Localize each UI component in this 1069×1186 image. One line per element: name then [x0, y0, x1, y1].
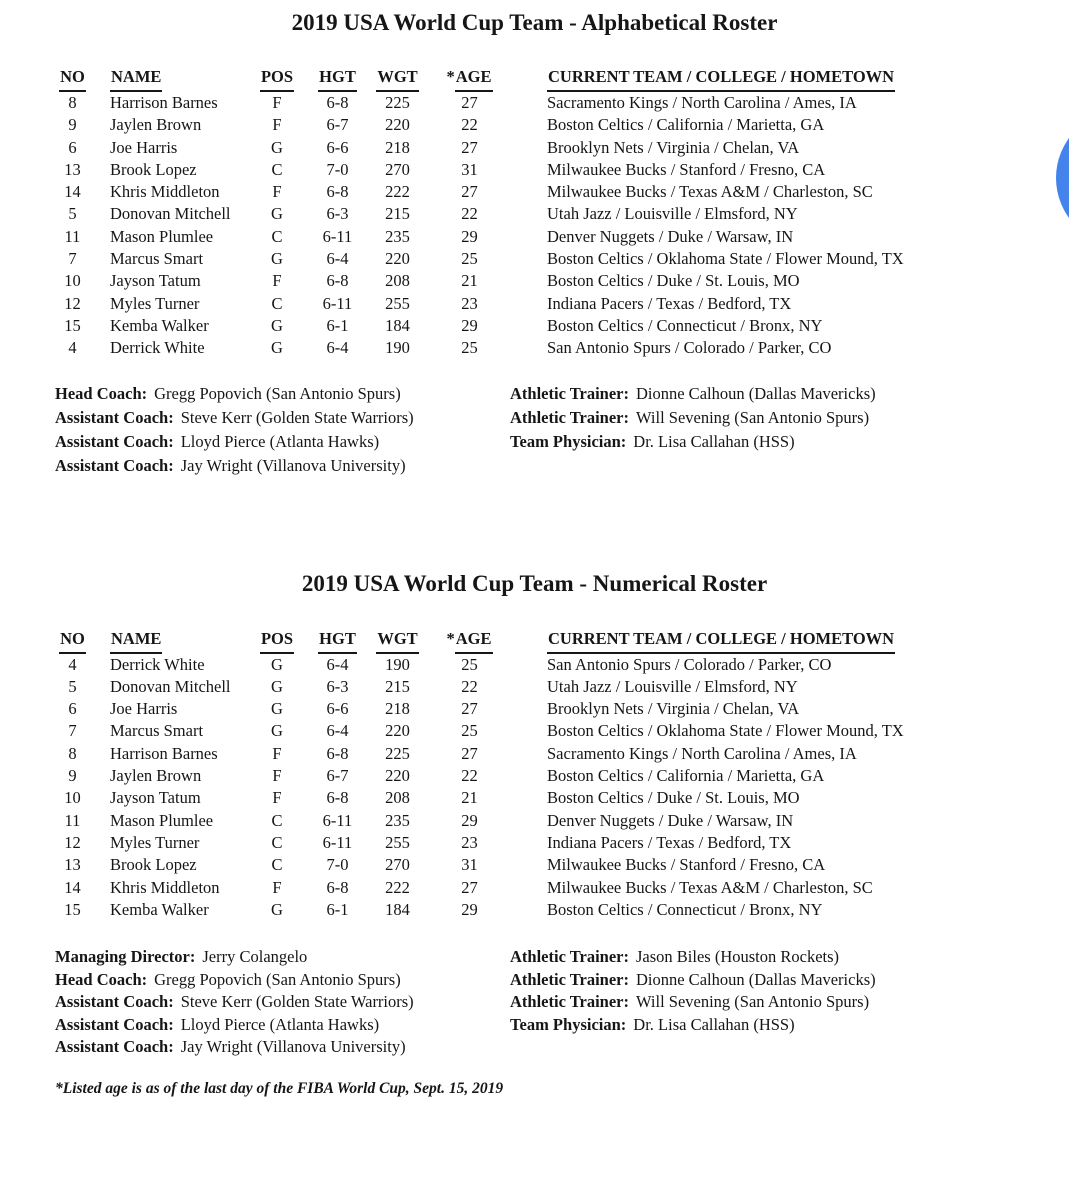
staff-line: [510, 969, 876, 992]
player-row: [55, 810, 1069, 832]
player-row: [55, 854, 1069, 876]
player-name: Donovan Mitchell: [110, 204, 231, 224]
player-height: 6-3: [326, 676, 349, 696]
staff-line: [55, 1036, 510, 1059]
player-age: 27: [461, 743, 478, 763]
age-footnote: *Listed age is as of the last day of the FIBA World Cup, Sept. 15, 2019: [55, 1079, 504, 1097]
player-position: F: [272, 271, 282, 291]
player-name: Khris Middleton: [110, 877, 220, 897]
player-position: F: [272, 766, 282, 786]
roster-header-row: [55, 64, 1069, 92]
staff-person: Gregg Popovich (San Antonio Spurs): [154, 383, 401, 403]
col-header-hgt: HGT: [318, 626, 357, 654]
player-age: 21: [461, 788, 478, 808]
player-row: [55, 720, 1069, 742]
player-age: 31: [461, 855, 478, 875]
player-height: 6-4: [326, 721, 349, 741]
player-age: 27: [461, 877, 478, 897]
staff-line: [55, 382, 510, 406]
player-row: [55, 92, 1069, 114]
staff-person: Steve Kerr (Golden State Warriors): [180, 992, 414, 1012]
col-header-age: *AGE: [443, 626, 496, 654]
player-name: Derrick White: [110, 654, 205, 674]
player-team-college-hometown: Utah Jazz / Louisville / Elmsford, NY: [547, 204, 798, 224]
section-numerical-roster: [0, 569, 1069, 1059]
player-number: 6: [68, 137, 77, 157]
player-height: 6-8: [326, 182, 349, 202]
roster-header-row: [55, 626, 1069, 654]
col-header-team: CURRENT TEAM / COLLEGE / HOMETOWN: [547, 626, 1069, 654]
staff-person: Jay Wright (Villanova University): [180, 1037, 406, 1057]
player-height: 6-1: [326, 899, 349, 919]
player-height: 6-6: [326, 699, 349, 719]
staff-person: Dionne Calhoun (Dallas Mavericks): [635, 969, 876, 989]
player-name: Mason Plumlee: [110, 810, 214, 830]
player-row: [55, 337, 1069, 359]
staff-person: Will Sevening (San Antonio Spurs): [635, 992, 870, 1012]
player-height: 6-11: [322, 293, 353, 313]
player-height: 6-8: [326, 743, 349, 763]
player-number: 9: [68, 766, 77, 786]
staff-person: Dr. Lisa Callahan (HSS): [633, 431, 795, 451]
player-age: 25: [461, 249, 478, 269]
player-name: Khris Middleton: [110, 182, 220, 202]
staff-role-label: Assistant Coach:: [55, 431, 174, 451]
player-weight: 184: [385, 315, 410, 335]
player-weight: 190: [385, 338, 410, 358]
player-team-college-hometown: Boston Celtics / Duke / St. Louis, MO: [547, 788, 800, 808]
player-name: Mason Plumlee: [110, 226, 214, 246]
player-weight: 208: [385, 788, 410, 808]
player-number: 7: [68, 721, 77, 741]
staff-role-label: Head Coach:: [55, 383, 148, 403]
player-age: 27: [461, 93, 478, 112]
player-number: 13: [64, 159, 81, 179]
player-height: 6-3: [326, 204, 349, 224]
player-position: G: [271, 899, 283, 919]
staff-line: [55, 430, 510, 454]
staff-line: [55, 406, 510, 430]
player-number: 14: [64, 877, 81, 897]
player-weight: 225: [385, 93, 410, 112]
staff-person: Jay Wright (Villanova University): [180, 455, 406, 475]
player-number: 8: [68, 93, 77, 112]
roster-table-numerical: [55, 626, 1069, 922]
player-number: 9: [68, 115, 77, 135]
player-age: 23: [461, 832, 478, 852]
col-header-wgt: WGT: [374, 64, 421, 92]
staff-role-label: Athletic Trainer:: [510, 992, 629, 1012]
staff-role-label: Assistant Coach:: [55, 455, 174, 475]
staff-line: [55, 1014, 510, 1037]
player-name: Joe Harris: [110, 699, 178, 719]
player-name: Myles Turner: [110, 832, 200, 852]
player-row: [55, 203, 1069, 225]
player-name: Marcus Smart: [110, 249, 204, 269]
player-number: 12: [64, 293, 81, 313]
staff-line: [55, 969, 510, 992]
player-height: 6-7: [326, 766, 349, 786]
player-age: 29: [461, 899, 478, 919]
player-position: G: [271, 315, 283, 335]
player-height: 6-1: [326, 315, 349, 335]
player-team-college-hometown: San Antonio Spurs / Colorado / Parker, CO: [547, 654, 832, 674]
player-position: G: [271, 676, 283, 696]
staff-person: Will Sevening (San Antonio Spurs): [635, 407, 870, 427]
staff-column-left: [55, 946, 510, 1059]
col-header-team: CURRENT TEAM / COLLEGE / HOMETOWN: [547, 64, 1069, 92]
player-position: G: [271, 699, 283, 719]
player-name: Jayson Tatum: [110, 788, 201, 808]
player-team-college-hometown: Boston Celtics / California / Marietta, GA: [547, 766, 825, 786]
player-number: 8: [68, 743, 77, 763]
col-header-name: NAME: [110, 64, 258, 92]
player-row: [55, 743, 1069, 765]
player-team-college-hometown: Boston Celtics / California / Marietta, GA: [547, 115, 825, 135]
player-name: Marcus Smart: [110, 721, 204, 741]
roster-table-alphabetical: [55, 64, 1069, 360]
staff-person: Lloyd Pierce (Atlanta Hawks): [180, 431, 380, 451]
player-number: 7: [68, 249, 77, 269]
player-age: 27: [461, 699, 478, 719]
col-header-no: NO: [55, 64, 90, 92]
player-number: 11: [64, 810, 81, 830]
col-header-pos: POS: [258, 626, 296, 654]
player-position: C: [271, 293, 283, 313]
player-age: 29: [461, 226, 478, 246]
col-header-pos: POS: [258, 64, 296, 92]
player-position: F: [272, 93, 282, 112]
player-number: 13: [64, 855, 81, 875]
player-height: 6-8: [326, 877, 349, 897]
player-height: 6-8: [326, 271, 349, 291]
staff-column-left: [55, 382, 510, 478]
player-position: G: [271, 338, 283, 358]
player-row: [55, 137, 1069, 159]
player-number: 12: [64, 832, 81, 852]
staff-person: Gregg Popovich (San Antonio Spurs): [154, 969, 401, 989]
player-team-college-hometown: Sacramento Kings / North Carolina / Ames, IA: [547, 93, 857, 112]
player-height: 6-4: [326, 654, 349, 674]
staff-role-label: Team Physician:: [510, 1014, 627, 1034]
player-number: 5: [68, 204, 77, 224]
player-age: 29: [461, 810, 478, 830]
player-height: 6-4: [326, 249, 349, 269]
player-height: 7-0: [326, 855, 349, 875]
player-row: [55, 654, 1069, 676]
player-position: C: [271, 226, 283, 246]
staff-block-numerical: [55, 946, 1069, 1059]
col-header-no: NO: [55, 626, 90, 654]
player-weight: 270: [385, 159, 410, 179]
player-name: Jaylen Brown: [110, 766, 202, 786]
player-age: 22: [461, 676, 478, 696]
player-position: G: [271, 249, 283, 269]
staff-person: Dionne Calhoun (Dallas Mavericks): [635, 383, 876, 403]
player-height: 6-11: [322, 226, 353, 246]
player-number: 5: [68, 676, 77, 696]
player-number: 4: [68, 338, 77, 358]
player-row: [55, 899, 1069, 921]
player-row: [55, 159, 1069, 181]
staff-role-label: Managing Director:: [55, 947, 196, 967]
player-age: 27: [461, 182, 478, 202]
staff-column-right: [510, 946, 876, 1059]
player-age: 22: [461, 766, 478, 786]
staff-person: Dr. Lisa Callahan (HSS): [633, 1014, 795, 1034]
player-weight: 218: [385, 699, 410, 719]
player-row: [55, 765, 1069, 787]
player-weight: 220: [385, 249, 410, 269]
player-name: Jayson Tatum: [110, 271, 201, 291]
player-weight: 235: [385, 226, 410, 246]
player-height: 7-0: [326, 159, 349, 179]
staff-role-label: Assistant Coach:: [55, 1037, 174, 1057]
player-name: Kemba Walker: [110, 899, 209, 919]
page-title-alphabetical: 2019 USA World Cup Team - Alphabetical Roster: [291, 10, 778, 35]
player-weight: 215: [385, 204, 410, 224]
staff-role-label: Athletic Trainer:: [510, 969, 629, 989]
staff-role-label: Athletic Trainer:: [510, 383, 629, 403]
player-weight: 255: [385, 293, 410, 313]
staff-role-label: Assistant Coach:: [55, 992, 174, 1012]
player-age: 29: [461, 315, 478, 335]
player-row: [55, 248, 1069, 270]
player-row: [55, 270, 1069, 292]
staff-person: Jerry Colangelo: [202, 947, 308, 967]
col-header-hgt: HGT: [318, 64, 357, 92]
staff-role-label: Assistant Coach:: [55, 1014, 174, 1034]
player-number: 11: [64, 226, 81, 246]
player-row: [55, 877, 1069, 899]
player-name: Donovan Mitchell: [110, 676, 231, 696]
staff-line: [510, 946, 876, 969]
player-name: Kemba Walker: [110, 315, 209, 335]
player-weight: 220: [385, 115, 410, 135]
player-team-college-hometown: Brooklyn Nets / Virginia / Chelan, VA: [547, 699, 800, 719]
player-team-college-hometown: Boston Celtics / Oklahoma State / Flower Mound, TX: [547, 249, 904, 269]
player-team-college-hometown: Indiana Pacers / Texas / Bedford, TX: [547, 293, 792, 313]
player-age: 21: [461, 271, 478, 291]
player-row: [55, 226, 1069, 248]
player-number: 6: [68, 699, 77, 719]
player-row: [55, 676, 1069, 698]
player-position: F: [272, 788, 282, 808]
player-age: 31: [461, 159, 478, 179]
player-height: 6-7: [326, 115, 349, 135]
page-title-numerical: 2019 USA World Cup Team - Numerical Roster: [301, 570, 768, 596]
player-team-college-hometown: Brooklyn Nets / Virginia / Chelan, VA: [547, 137, 800, 157]
player-name: Harrison Barnes: [110, 743, 218, 763]
player-name: Jaylen Brown: [110, 115, 202, 135]
player-age: 22: [461, 115, 478, 135]
player-team-college-hometown: Denver Nuggets / Duke / Warsaw, IN: [547, 810, 794, 830]
staff-role-label: Assistant Coach:: [55, 407, 174, 427]
player-weight: 235: [385, 810, 410, 830]
staff-person: Lloyd Pierce (Atlanta Hawks): [180, 1014, 380, 1034]
player-team-college-hometown: Boston Celtics / Duke / St. Louis, MO: [547, 271, 800, 291]
staff-line: [55, 991, 510, 1014]
player-team-college-hometown: Milwaukee Bucks / Texas A&M / Charleston, SC: [547, 182, 873, 202]
player-team-college-hometown: San Antonio Spurs / Colorado / Parker, CO: [547, 338, 832, 358]
player-position: C: [271, 832, 283, 852]
player-name: Derrick White: [110, 338, 205, 358]
staff-line: [510, 1014, 876, 1037]
player-row: [55, 698, 1069, 720]
player-weight: 218: [385, 137, 410, 157]
player-team-college-hometown: Indiana Pacers / Texas / Bedford, TX: [547, 832, 792, 852]
section-alphabetical-roster: [0, 0, 1069, 478]
player-weight: 220: [385, 766, 410, 786]
staff-line: [510, 991, 876, 1014]
player-name: Harrison Barnes: [110, 93, 218, 112]
player-row: [55, 114, 1069, 136]
player-team-college-hometown: Boston Celtics / Oklahoma State / Flower Mound, TX: [547, 721, 904, 741]
player-number: 15: [64, 899, 81, 919]
col-header-name: NAME: [110, 626, 258, 654]
player-team-college-hometown: Milwaukee Bucks / Stanford / Fresno, CA: [547, 159, 826, 179]
player-weight: 222: [385, 182, 410, 202]
player-team-college-hometown: Milwaukee Bucks / Stanford / Fresno, CA: [547, 855, 826, 875]
staff-person: Jason Biles (Houston Rockets): [635, 947, 840, 967]
staff-block-alphabetical: [55, 382, 1069, 478]
col-header-age: *AGE: [443, 64, 496, 92]
player-weight: 215: [385, 676, 410, 696]
player-position: F: [272, 182, 282, 202]
player-age: 25: [461, 654, 478, 674]
staff-line: [510, 406, 876, 430]
staff-person: Steve Kerr (Golden State Warriors): [180, 407, 414, 427]
player-number: 4: [68, 654, 77, 674]
player-row: [55, 293, 1069, 315]
player-team-college-hometown: Utah Jazz / Louisville / Elmsford, NY: [547, 676, 798, 696]
player-weight: 220: [385, 721, 410, 741]
player-number: 10: [64, 788, 81, 808]
player-position: C: [271, 855, 283, 875]
player-name: Brook Lopez: [110, 159, 197, 179]
player-number: 15: [64, 315, 81, 335]
staff-line: [510, 430, 876, 454]
player-position: G: [271, 137, 283, 157]
player-height: 6-4: [326, 338, 349, 358]
player-team-college-hometown: Milwaukee Bucks / Texas A&M / Charleston, SC: [547, 877, 873, 897]
player-weight: 190: [385, 654, 410, 674]
player-height: 6-8: [326, 93, 349, 112]
player-age: 25: [461, 338, 478, 358]
player-team-college-hometown: Boston Celtics / Connecticut / Bronx, NY: [547, 899, 823, 919]
player-position: G: [271, 721, 283, 741]
player-row: [55, 832, 1069, 854]
player-weight: 208: [385, 271, 410, 291]
player-height: 6-8: [326, 788, 349, 808]
player-position: G: [271, 654, 283, 674]
player-position: F: [272, 115, 282, 135]
staff-role-label: Head Coach:: [55, 969, 148, 989]
player-weight: 225: [385, 743, 410, 763]
player-row: [55, 787, 1069, 809]
player-position: F: [272, 877, 282, 897]
player-weight: 184: [385, 899, 410, 919]
player-height: 6-11: [322, 832, 353, 852]
staff-role-label: Team Physician:: [510, 431, 627, 451]
staff-line: [55, 454, 510, 478]
player-row: [55, 315, 1069, 337]
player-position: C: [271, 810, 283, 830]
player-height: 6-11: [322, 810, 353, 830]
player-weight: 255: [385, 832, 410, 852]
player-height: 6-6: [326, 137, 349, 157]
player-weight: 270: [385, 855, 410, 875]
col-header-wgt: WGT: [374, 626, 421, 654]
staff-column-right: [510, 382, 876, 478]
player-name: Joe Harris: [110, 137, 178, 157]
player-position: F: [272, 743, 282, 763]
staff-line: [510, 382, 876, 406]
player-age: 23: [461, 293, 478, 313]
player-position: C: [271, 159, 283, 179]
player-age: 22: [461, 204, 478, 224]
staff-line: [55, 946, 510, 969]
player-weight: 222: [385, 877, 410, 897]
player-team-college-hometown: Boston Celtics / Connecticut / Bronx, NY: [547, 315, 823, 335]
player-team-college-hometown: Denver Nuggets / Duke / Warsaw, IN: [547, 226, 794, 246]
player-number: 10: [64, 271, 81, 291]
player-age: 25: [461, 721, 478, 741]
player-name: Myles Turner: [110, 293, 200, 313]
staff-role-label: Athletic Trainer:: [510, 947, 629, 967]
player-team-college-hometown: Sacramento Kings / North Carolina / Ames, IA: [547, 743, 857, 763]
player-name: Brook Lopez: [110, 855, 197, 875]
player-age: 27: [461, 137, 478, 157]
player-number: 14: [64, 182, 81, 202]
staff-role-label: Athletic Trainer:: [510, 407, 629, 427]
player-position: G: [271, 204, 283, 224]
player-row: [55, 181, 1069, 203]
